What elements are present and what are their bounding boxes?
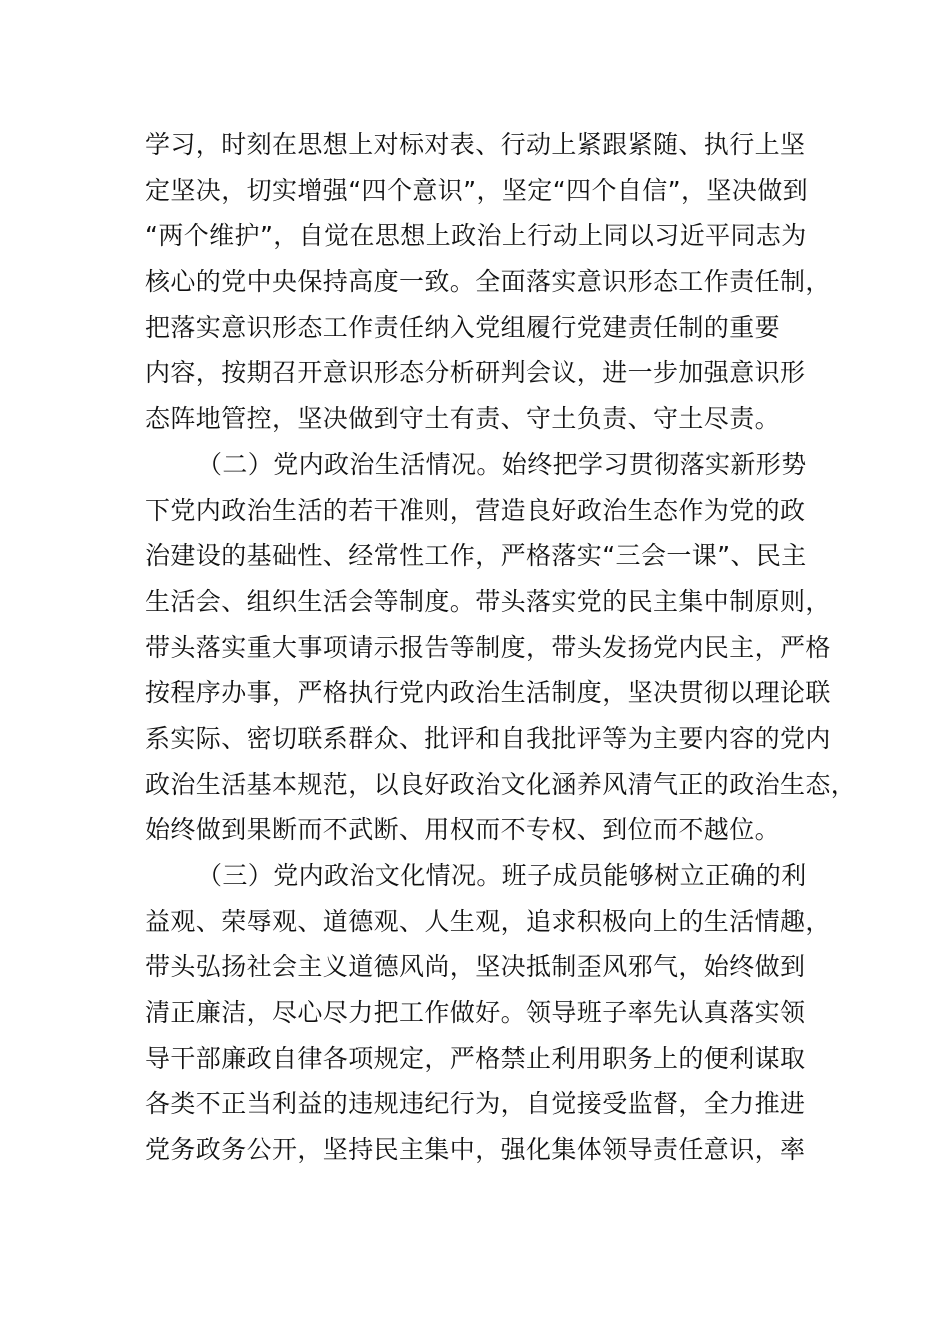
text-line: 清正廉洁，尽心尽力把工作做好。领导班子率先认真落实领 (145, 998, 806, 1028)
text-line: 核心的党中央保持高度一致。全面落实意识形态工作责任制， (145, 267, 831, 297)
text-line: 生活会、组织生活会等制度。带头落实党的民主集中制原则， (145, 586, 831, 616)
text-line: 下党内政治生活的若干准则，营造良好政治生态作为党的政 (145, 495, 806, 525)
text-line: 内容，按期召开意识形态分析研判会议，进一步加强意识形 (145, 358, 806, 388)
section-heading-line: （二）党内政治生活情况。始终把学习贯彻落实新形势 (197, 449, 807, 479)
text-line: 系实际、密切联系群众、批评和自我批评等为主要内容的党内 (145, 723, 831, 753)
text-line: 政治生活基本规范，以良好政治文化涵养风清气正的政治生态， (145, 769, 857, 799)
text-line: 带头弘扬社会主义道德风尚，坚决抵制歪风邪气，始终做到 (145, 952, 806, 982)
text-line: 各类不正当利益的违规违纪行为，自觉接受监督，全力推进 (145, 1089, 806, 1119)
document-page (145, 122, 857, 1173)
text-line: “两个维护”，自觉在思想上政治上行动上同以习近平同志为 (145, 221, 807, 251)
section-heading-line: （三）党内政治文化情况。班子成员能够树立正确的利 (197, 861, 807, 890)
text-line: 按程序办事，严格执行党内政治生活制度，坚决贯彻以理论联 (145, 678, 831, 708)
text-line: 益观、荣辱观、道德观、人生观，追求积极向上的生活情趣， (145, 906, 831, 936)
text-line: 导干部廉政自律各项规定，严格禁止利用职务上的便利谋取 (145, 1043, 806, 1073)
text-line: 治建设的基础性、经常性工作，严格落实“三会一课”、民主 (145, 541, 807, 571)
text-line: 党务政务公开，坚持民主集中，强化集体领导责任意识，率 (145, 1135, 806, 1165)
text-line: 始终做到果断而不武断、用权而不专权、到位而不越位。 (145, 815, 781, 845)
text-line: 把落实意识形态工作责任纳入党组履行党建责任制的重要 (145, 312, 781, 342)
text-line: 定坚决，切实增强“四个意识”，坚定“四个自信”，坚决做到 (145, 175, 809, 205)
text-line: 态阵地管控，坚决做到守土有责、守土负责、守土尽责。 (145, 404, 781, 434)
text-line: 带头落实重大事项请示报告等制度，带头发扬党内民主，严格 (145, 632, 831, 662)
text-line: 学习，时刻在思想上对标对表、行动上紧跟紧随、执行上坚 (145, 130, 806, 159)
